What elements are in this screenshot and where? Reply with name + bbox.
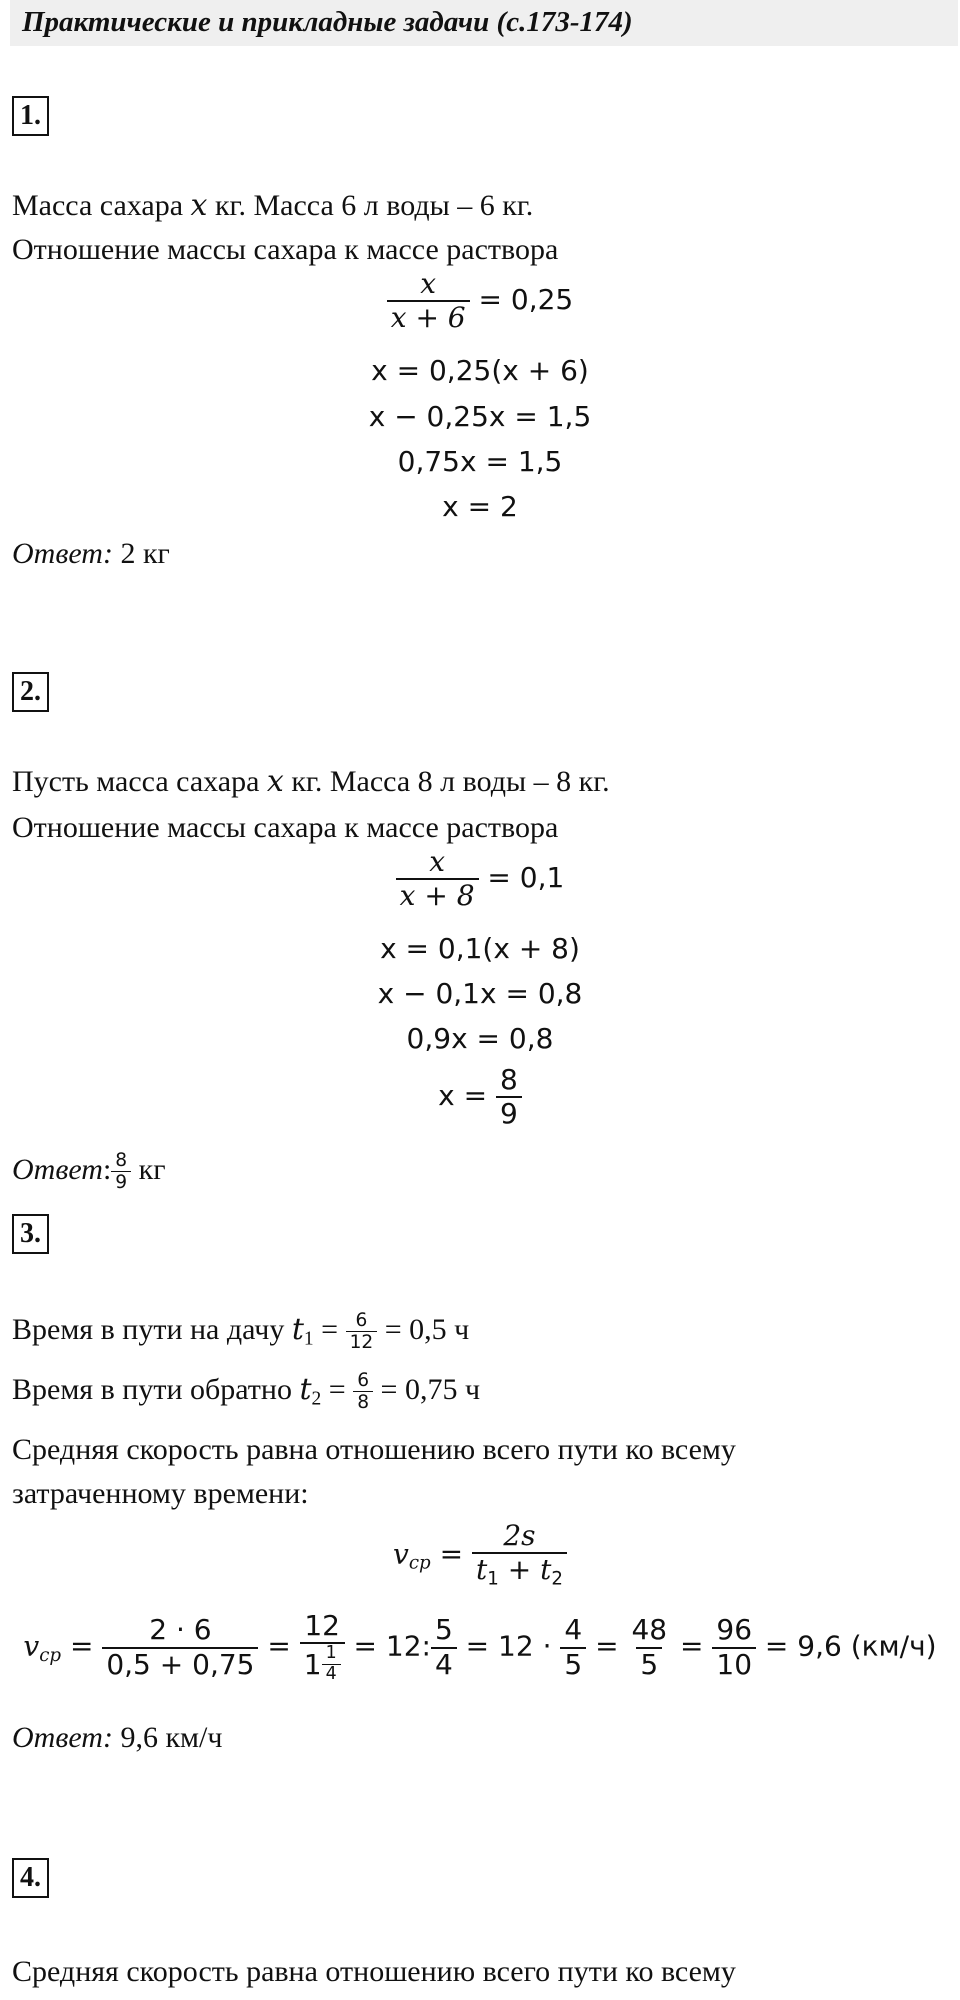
task-2-answer: Ответ: $\frac{8}{9}$ кг	[12, 1150, 166, 1194]
task-1-number: 1.	[12, 96, 49, 136]
task-3-number: 3.	[12, 1214, 49, 1254]
task-2-number: 2.	[12, 672, 49, 712]
task-2-eq-4: 0,9x = 0,8	[406, 1022, 554, 1055]
title-bar	[10, 0, 958, 46]
task-1-line-2: Отношение массы сахара к массе раствора	[12, 233, 559, 266]
task-3-line-3: Средняя скорость равна отношению всего пути ко всему	[12, 1433, 736, 1466]
task-2-eq-5: x = $\frac{8}{9}$	[0, 1064, 960, 1130]
task-2-eq-2: x = 0,1(x + 8)	[380, 932, 580, 965]
task-1-eq-2: x = 0,25(x + 6)	[371, 354, 589, 387]
task-3-line-4: затраченному времени:	[12, 1477, 309, 1510]
task-1-line-1: Масса сахара x кг. Масса 6 л воды – 6 кг.	[12, 188, 534, 223]
task-3-calculation: $v_{cp}$ = $\frac{2 \cdot 6}{0,5 + 0,75}$ = 12 1 $\frac{1}{4}$ = 12: $\frac{5}{4}$ = 12 · $\frac{4}{5}$ = $\frac{48}{5}$ = $\frac{96}{10}$ = 9,6 (км/ч)	[23, 1609, 937, 1685]
task-1-eq-5: x = 2	[442, 490, 518, 523]
page-title: Практические и прикладные задачи (с.173-174)	[22, 6, 633, 38]
task-1-eq-3: x − 0,25x = 1,5	[368, 400, 592, 433]
task-2-line-2: Отношение массы сахара к массе раствора	[12, 811, 559, 844]
task-2-line-1: Пусть масса сахара x кг. Масса 8 л воды – 8 кг.	[12, 764, 610, 799]
task-3-line-1: Время в пути на дачу $t_1$ = $\frac{6}{12}$ = 0,5 ч	[12, 1310, 470, 1354]
task-2-eq-3: x − 0,1x = 0,8	[377, 977, 583, 1010]
task-4-number: 4.	[12, 1858, 49, 1898]
task-1-eq-4: 0,75x = 1,5	[397, 445, 563, 478]
task-3-answer: Ответ: 9,6 км/ч	[12, 1721, 223, 1754]
task-3-line-2: Время в пути обратно $t_2$ = $\frac{6}{8}$ = 0,75 ч	[12, 1370, 481, 1414]
task-2-eq-1: $\frac{x}{x + 8}$ = 0,1	[0, 846, 960, 912]
task-3-formula: $v_{cp}$ = $\frac{2s}{t_1 + t_2}$	[0, 1520, 960, 1591]
task-1-eq-1: $\frac{x}{x + 6}$ = 0,25	[0, 268, 960, 334]
task-4-line-1: Средняя скорость равна отношению всего пути ко всему	[12, 1955, 736, 1988]
task-1-answer: Ответ: 2 кг	[12, 537, 170, 570]
